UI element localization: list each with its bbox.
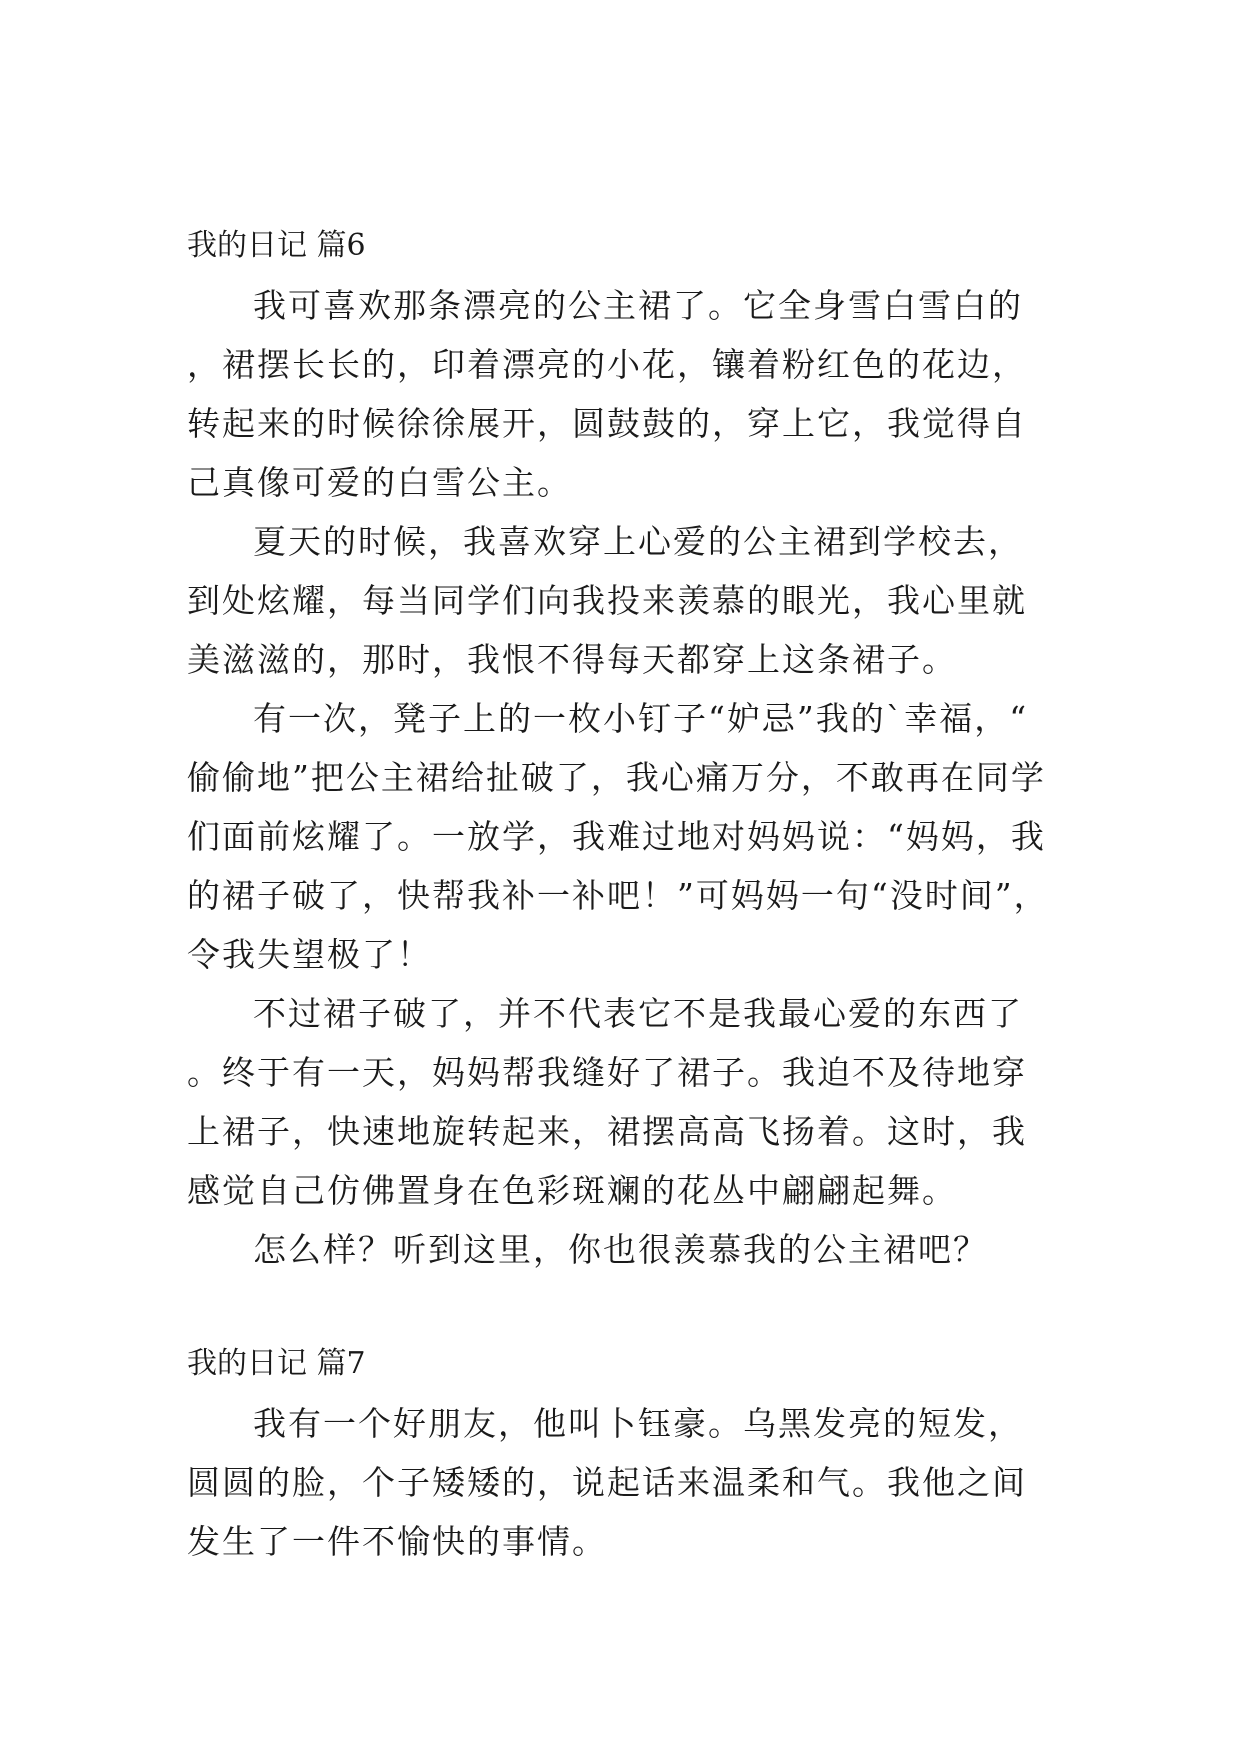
diary-entry-6 [187, 216, 1057, 1279]
entry-title: 我的日记 篇6 [187, 228, 366, 263]
diary-entry-7 [187, 1334, 1057, 1571]
paragraph: 不过裙子破了，并不代表它不是我最心爱的东西了。终于有一天，妈妈帮我缝好了裙子。我迫不及待地穿上裙子，快速地旋转起来，裙摆高高飞扬着。这时，我感觉自己仿佛置身在色彩斑斓的花丛中翩翩起舞。 [187, 994, 1027, 1210]
entry-title: 我的日记 篇7 [187, 1346, 366, 1381]
document-page [187, 216, 1057, 1571]
paragraph: 夏天的时候，我喜欢穿上心爱的公主裙到学校去，到处炫耀，每当同学们向我投来羡慕的眼光，我心里就美滋滋的，那时，我恨不得每天都穿上这条裙子。 [187, 522, 1027, 679]
paragraph: 怎么样？听到这里，你也很羡慕我的公主裙吧？ [253, 1230, 988, 1269]
paragraph: 我有一个好朋友，他叫卜钰豪。乌黑发亮的短发，圆圆的脸，个子矮矮的，说起话来温柔和气。我他之间发生了一件不愉快的事情。 [187, 1404, 1027, 1561]
paragraph: 有一次，凳子上的一枚小钉子“妒忌”我的`幸福，“偷偷地”把公主裙给扯破了，我心痛万分，不敢再在同学们面前炫耀了。一放学，我难过地对妈妈说：“妈妈，我的裙子破了，快帮我补一补吧！”可妈妈一句“没时间”，令我失望极了！ [187, 699, 1049, 974]
paragraph: 我可喜欢那条漂亮的公主裙了。它全身雪白雪白的，裙摆长长的，印着漂亮的小花，镶着粉红色的花边，转起来的时候徐徐展开，圆鼓鼓的，穿上它，我觉得自己真像可爱的白雪公主。 [187, 286, 1027, 502]
